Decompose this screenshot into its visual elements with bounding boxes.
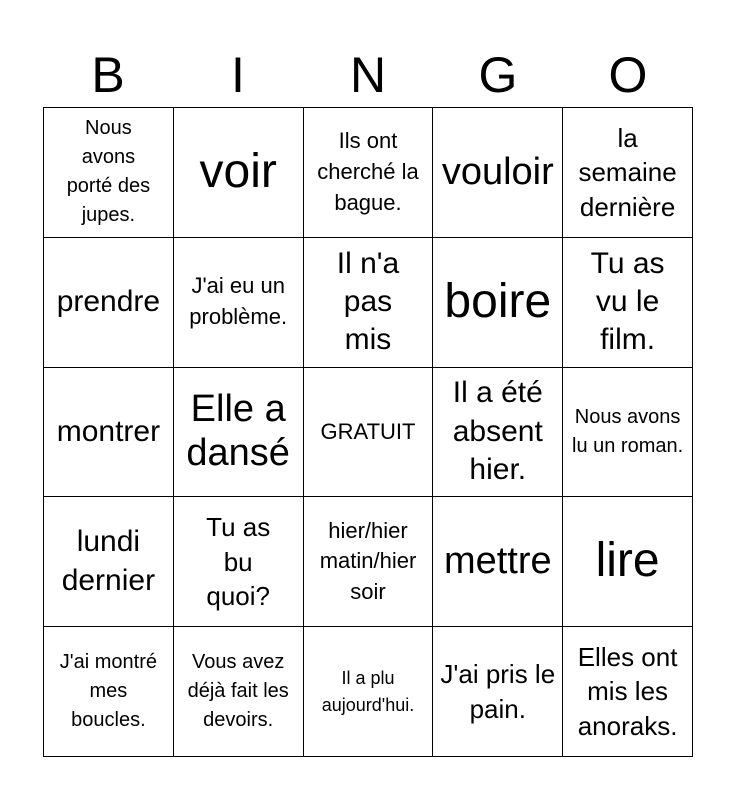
cell-text: Il n'a pas mis xyxy=(336,246,400,357)
cell-text: Nous avons porté des jupes. xyxy=(66,117,151,227)
header-letter-g: G xyxy=(478,47,518,103)
cell-text: J'ai montré mes boucles. xyxy=(59,651,157,732)
header-letter-i: I xyxy=(231,47,245,103)
bingo-cell[interactable] xyxy=(44,627,174,757)
bingo-cell[interactable] xyxy=(174,497,304,627)
bingo-cell[interactable] xyxy=(304,627,434,757)
cell-text: montrer xyxy=(56,414,161,448)
cell-text: prendre xyxy=(56,285,161,318)
cell-text: Ils ont cherché la bague. xyxy=(317,128,419,215)
bingo-cell[interactable] xyxy=(44,368,174,498)
cell-text: Nous avons lu un roman. xyxy=(572,405,684,457)
cell-text: Tu as vu le film. xyxy=(590,246,665,357)
bingo-cell[interactable] xyxy=(174,627,304,757)
cell-text: Elles ont mis les anoraks. xyxy=(577,641,678,741)
bingo-cell[interactable] xyxy=(433,238,563,368)
cell-text: lundi dernier xyxy=(61,525,156,597)
cell-text: Tu as bu quoi? xyxy=(206,511,271,612)
cell-text: mettre xyxy=(443,539,552,582)
cell-text: voir xyxy=(199,145,277,198)
bingo-cell[interactable] xyxy=(44,497,174,627)
cell-text: vouloir xyxy=(441,150,554,193)
bingo-cell[interactable] xyxy=(433,627,563,757)
cell-text: Vous avez déjà fait les devoirs. xyxy=(187,651,289,732)
bingo-cell[interactable] xyxy=(433,108,563,238)
bingo-cell[interactable] xyxy=(44,108,174,238)
cell-text: la semaine dernière xyxy=(578,122,677,222)
bingo-cell[interactable] xyxy=(563,238,693,368)
bingo-cell[interactable] xyxy=(563,108,693,238)
cell-text: lire xyxy=(595,534,660,588)
bingo-board xyxy=(43,107,693,757)
bingo-header xyxy=(43,44,693,106)
cell-text: J'ai eu un problème. xyxy=(189,273,288,330)
cell-text: hier/hier matin/hier soir xyxy=(319,517,417,605)
cell-text: Il a été absent hier. xyxy=(452,376,543,487)
bingo-cell[interactable] xyxy=(304,108,434,238)
bingo-cell[interactable] xyxy=(304,368,434,498)
bingo-cell[interactable] xyxy=(433,368,563,498)
bingo-cell[interactable] xyxy=(304,238,434,368)
bingo-cell[interactable] xyxy=(174,238,304,368)
bingo-cell[interactable] xyxy=(174,368,304,498)
bingo-cell[interactable] xyxy=(563,627,693,757)
header-letter-o: O xyxy=(608,47,648,103)
cell-text: boire xyxy=(444,274,552,328)
header-letter-n: N xyxy=(349,47,387,103)
bingo-cell[interactable] xyxy=(44,238,174,368)
bingo-cell[interactable] xyxy=(563,497,693,627)
bingo-cell[interactable] xyxy=(304,497,434,627)
bingo-cell[interactable] xyxy=(174,108,304,238)
header-letter-b: B xyxy=(91,47,125,103)
bingo-cell[interactable] xyxy=(433,497,563,627)
cell-text: Il a plu aujourd'hui. xyxy=(321,667,415,715)
cell-text: J'ai pris le pain. xyxy=(440,659,556,724)
cell-text: GRATUIT xyxy=(320,418,416,444)
bingo-cell[interactable] xyxy=(563,368,693,498)
cell-text: Elle a dansé xyxy=(186,388,290,474)
